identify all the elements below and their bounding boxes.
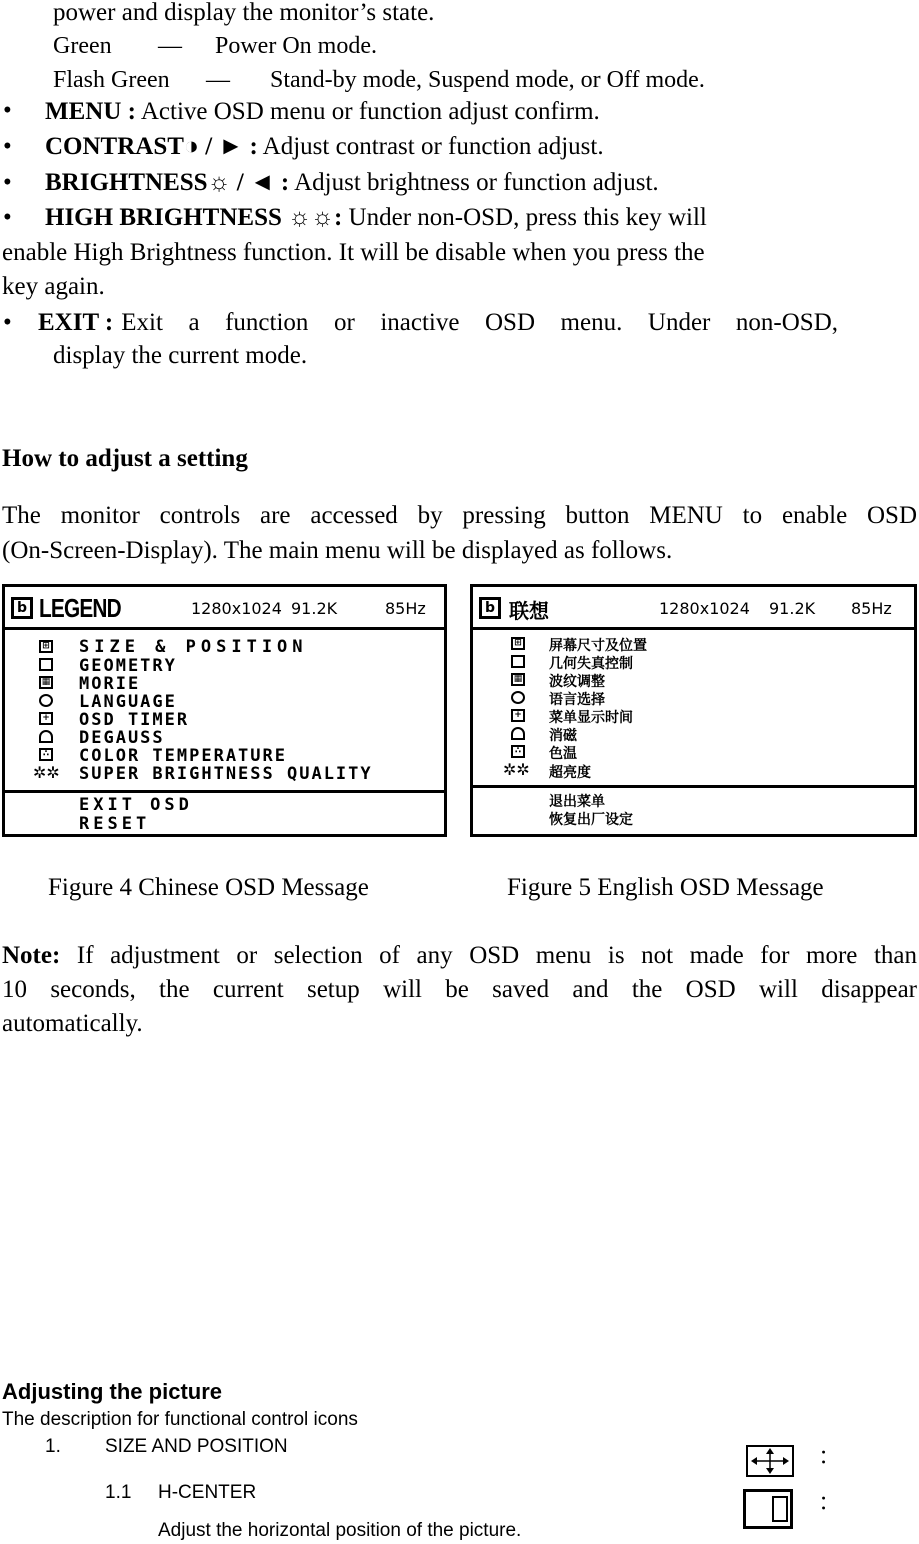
list-number: 1. xyxy=(45,1436,61,1457)
osd-menu-item: COLOR TEMPERATURE xyxy=(79,746,287,766)
size-position-icon: ⊞ xyxy=(511,637,525,650)
osd-vfreq: 85Hz xyxy=(385,599,426,618)
osd-menu-item: SIZE & POSITION xyxy=(79,637,308,657)
osd-menu-item: 屏幕尺寸及位置 xyxy=(549,638,647,654)
osd-footer-item: EXIT OSD xyxy=(79,795,193,815)
section-heading: Adjusting the picture xyxy=(2,1379,222,1404)
osd-header xyxy=(5,587,444,630)
contrast-key: CONTRAST xyxy=(45,133,184,160)
flash-desc: Stand-by mode, Suspend mode, or Off mode. xyxy=(270,67,705,93)
osd-chinese-panel xyxy=(470,584,917,837)
list-label: H-CENTER xyxy=(158,1482,257,1503)
osd-menu-item: 几何失真控制 xyxy=(549,656,633,672)
high-brightness-icon: ☼☼: xyxy=(288,204,343,231)
osd-footer-item: 恢复出厂设定 xyxy=(549,812,633,828)
bullet: • xyxy=(3,97,12,124)
osd-menu-item: GEOMETRY xyxy=(79,656,177,676)
note-label: Note: xyxy=(2,942,61,969)
exit-desc: Exit a function or inactive OSD menu. Under non-OSD, xyxy=(121,309,838,336)
moire-icon: ▦ xyxy=(511,673,525,686)
list-label: SIZE AND POSITION xyxy=(105,1436,288,1457)
osd-separator xyxy=(473,785,914,788)
list-number: 1.1 xyxy=(105,1482,132,1503)
contrast-desc: Adjust contrast or function adjust. xyxy=(262,133,604,160)
osd-menu-item: 语言选择 xyxy=(549,692,605,708)
logo-icon: b xyxy=(479,597,501,619)
osd-menu-item: LANGUAGE xyxy=(79,692,177,712)
size-position-control-icon xyxy=(746,1445,794,1477)
osd-brand: 联想 xyxy=(509,599,549,623)
color-temperature-icon: ∴ xyxy=(511,745,525,758)
h-center-inner-icon xyxy=(772,1496,788,1522)
osd-menu-item: SUPER BRIGHTNESS QUALITY xyxy=(79,764,373,784)
bullet: • xyxy=(3,204,12,231)
text-line: enable High Brightness function. It will be disable when you press the xyxy=(2,239,705,266)
menu-key: MENU : xyxy=(45,98,136,125)
dash: — xyxy=(206,67,230,93)
brightness-desc: Adjust brightness or function adjust. xyxy=(294,169,659,196)
dash: — xyxy=(158,33,182,59)
contrast-row xyxy=(45,131,604,162)
note-line xyxy=(2,940,917,971)
osd-separator xyxy=(5,790,444,793)
degauss-icon xyxy=(511,727,525,740)
super-brightness-icon: ✲✲ xyxy=(33,763,60,782)
paragraph-line: The monitor controls are accessed by pressing button MENU to enable OSD xyxy=(2,502,917,529)
figure-caption: Figure 5 English OSD Message xyxy=(507,874,824,901)
note-line: automatically. xyxy=(2,1010,143,1037)
osd-hfreq: 91.2K xyxy=(291,599,338,618)
note-line: 10 seconds, the current setup will be saved and the OSD will disappear xyxy=(2,976,917,1003)
h-center-control-icon xyxy=(743,1489,793,1529)
osd-hfreq: 91.2K xyxy=(769,599,816,618)
osd-menu-item: 消磁 xyxy=(549,728,577,744)
marker: ： xyxy=(818,1490,842,1516)
osd-timer-icon: + xyxy=(39,712,53,725)
paragraph-line: (On-Screen-Display). The main menu will be displayed as follows. xyxy=(2,537,673,564)
language-icon xyxy=(39,694,53,707)
osd-timer-icon: + xyxy=(511,709,525,722)
size-position-icon: ⊞ xyxy=(39,640,53,653)
flash-label: Flash Green xyxy=(53,67,170,93)
menu-row xyxy=(45,96,600,127)
osd-english-panel xyxy=(2,584,447,837)
section-subtitle: The description for functional control icons xyxy=(2,1409,358,1430)
osd-resolution: 1280x1024 xyxy=(659,599,750,618)
osd-brand: LEGEND xyxy=(39,593,121,623)
high-brightness-desc: Under non-OSD, press this key will xyxy=(348,204,707,231)
brightness-key: BRIGHTNESS xyxy=(45,169,208,196)
note-text: If adjustment or selection of any OSD menu is not made for more than xyxy=(76,942,917,969)
text-line: display the current mode. xyxy=(53,342,308,369)
description-text: Adjust the horizontal position of the picture. xyxy=(158,1520,522,1541)
section-heading: How to adjust a setting xyxy=(2,445,248,472)
menu-desc: Active OSD menu or function adjust confirm. xyxy=(140,98,600,125)
green-label: Green xyxy=(53,33,112,59)
high-brightness-row xyxy=(45,202,707,233)
osd-footer-item: 退出菜单 xyxy=(549,794,605,810)
osd-vfreq: 85Hz xyxy=(851,599,892,618)
osd-resolution: 1280x1024 xyxy=(191,599,282,618)
figure-caption: Figure 4 Chinese OSD Message xyxy=(48,874,369,901)
bullet: • xyxy=(3,309,12,336)
degauss-icon xyxy=(39,730,53,743)
moire-icon: ▦ xyxy=(39,676,53,689)
geometry-icon xyxy=(511,655,525,668)
color-temperature-icon: ∴ xyxy=(39,748,53,761)
geometry-icon xyxy=(39,658,53,671)
exit-key: EXIT : xyxy=(38,309,114,336)
text-line: key again. xyxy=(2,273,105,300)
bullet: • xyxy=(3,169,12,196)
exit-row xyxy=(38,307,838,338)
super-brightness-icon: ✲✲ xyxy=(503,760,530,779)
brightness-icon: ☼ / ◄ : xyxy=(207,169,290,196)
osd-menu-item: 菜单显示时间 xyxy=(549,710,633,726)
language-icon xyxy=(511,691,525,704)
logo-icon: b xyxy=(11,597,33,619)
osd-menu-item: 超亮度 xyxy=(549,765,591,781)
text-line: power and display the monitor’s state. xyxy=(53,0,435,26)
brightness-row xyxy=(45,167,659,198)
osd-header xyxy=(473,587,914,630)
osd-menu-item: 波纹调整 xyxy=(549,674,605,690)
arrows-icon xyxy=(748,1447,792,1475)
green-desc: Power On mode. xyxy=(215,33,377,59)
contrast-icon: ◑ / ► : xyxy=(183,133,258,160)
osd-menu-item: DEGAUSS xyxy=(79,728,165,748)
bullet: • xyxy=(3,133,12,160)
osd-menu-item: 色温 xyxy=(549,746,577,762)
osd-menu-item: MORIE xyxy=(79,674,141,694)
osd-footer-item: RESET xyxy=(79,814,151,834)
high-brightness-key: HIGH BRIGHTNESS xyxy=(45,204,282,231)
marker: ： xyxy=(818,1444,842,1470)
osd-menu-item: OSD TIMER xyxy=(79,710,190,730)
